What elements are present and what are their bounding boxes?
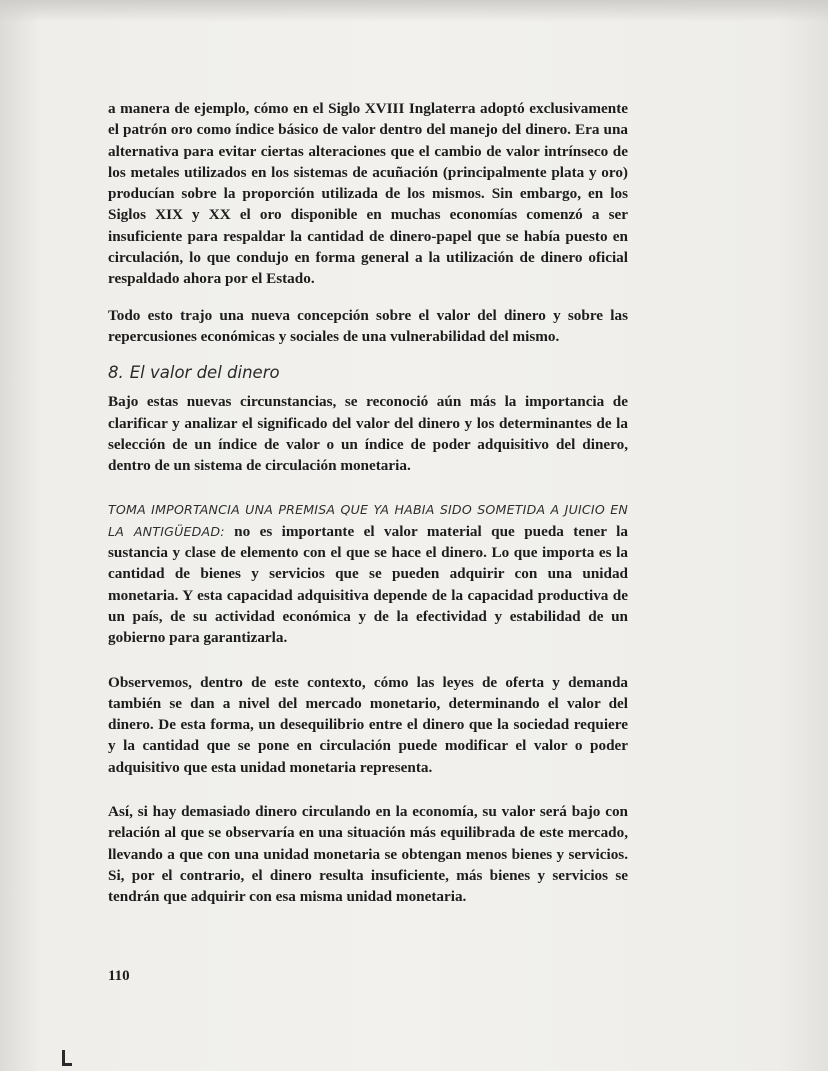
section-heading: [108, 363, 628, 382]
page-top-shadow: [0, 0, 828, 22]
page-number: 110: [108, 968, 130, 984]
paragraph-premisa: [108, 499, 628, 648]
paragraph-oferta-demanda: Observemos, dentro de este contexto, cómo las leyes de oferta y demanda también se dan a nivel del mercado monetario, determinando el valor del dinero. De esta forma, un desequilibrio entre el dinero que la sociedad requiere y la cantidad que se pone en circulación puede modificar el valor o poder adquisitivo que esta unidad monetaria representa.: [108, 673, 628, 776]
handwritten-caps-phrase: TOMA IMPORTANCIA UNA PREMISA QUE YA HABIA SIDO SOMETIDA A JUICIO EN LA ANTIGÜEDAD:: [108, 502, 628, 539]
paragraph-nueva-concepcion: Todo esto trajo una nueva concepción sobre el valor del dinero y sobre las repercusiones económicas y sociales de una vulnerabilidad del mismo.: [108, 306, 628, 345]
section-number: 8.: [108, 363, 124, 383]
paragraph-premisa-text: no es importante el valor material que pueda tener la sustancia y clase de elemento con el que se hace el dinero. Lo que importa es la cantidad de bienes y servicios que se pueden adquirir con una unidad monetaria. Y esta capacidad adquisitiva depende de la capacidad productiva de un país, de su actividad económica y de la efectividad y estabilidad de un gobierno para garantizarla.: [108, 522, 628, 647]
section-title: El valor del dinero: [129, 363, 280, 383]
paragraph-circunstancias: Bajo estas nuevas circunstancias, se reconoció aún más la importancia de clarificar y analizar el significado del valor del dinero y los determinantes de la selección de un índice de valor o un índice de poder adquisitivo del dinero, dentro de un sistema de circulación monetaria.: [108, 393, 628, 475]
page-content: [108, 98, 628, 908]
corner-crop-mark: [62, 1050, 65, 1066]
paragraph-patron-oro: a manera de ejemplo, cómo en el Siglo XVIII Inglaterra adoptó exclusivamente el patrón oro como índice básico de valor dentro del manejo del dinero. Era una alternativa para evitar ciertas alteraciones que el cambio de valor intrínseco de los metales utilizados en los sistemas de acuñación (principalmente plata y oro) producían sobre la proporción utilizada de los mismos. Sin embargo, en los Siglos XIX y XX el oro disponible en muchas economías comenzó a ser insuficiente para respaldar la cantidad de dinero-papel que se había puesto en circulación, lo que condujo en forma general a la utilización de dinero oficial respaldado ahora por el Estado.: [108, 100, 628, 288]
paragraph-demasiado-dinero: Así, si hay demasiado dinero circulando en la economía, su valor será bajo con relación al que se observaría en una situación más equilibrada de este mercado, llevando a que con una unidad monetaria se obtengan menos bienes y servicios. Si, por el contrario, el dinero resulta insuficiente, más bienes y servicios se tendrán que adquirir con esa misma unidad monetaria.: [108, 803, 628, 906]
